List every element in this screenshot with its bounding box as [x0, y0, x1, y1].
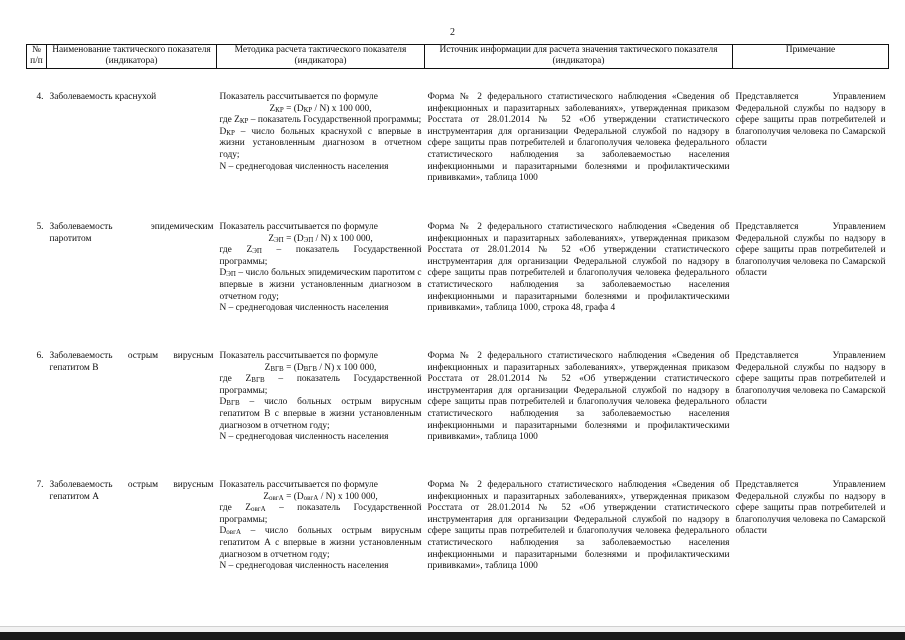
table-header	[27, 45, 889, 69]
header-number: № п/п	[27, 45, 47, 69]
header-note: Примечание	[733, 45, 889, 69]
formula: $Z_{КР} = (D_{КР} / N)$ x 100 000,	[269, 103, 372, 114]
header-indicator-name: Наименование тактического показателя (индикатора)	[47, 45, 217, 69]
indicators-table	[26, 44, 889, 609]
formula-n-definition: N – среднегодовая численность населения	[219, 303, 389, 314]
information-source: Форма № 2 федерального статистического наблюдения «Сведения об инфекционных и паразитарных заболеваниях», утвержденная приказом Росстата от 28.01.2014 № 52 «Об утверждении статистического инструментария для организации Федеральной службой по надзору в сфере защиты прав потребителей и благополучия человека федерального статистического наблюдения за заболеваемостью населения инфекционными и паразитарными болезнями и профилактическими прививками», таблица 1000	[427, 480, 730, 572]
calculation-method	[217, 480, 425, 609]
formula-n-definition: N – среднегодовая численность населения	[219, 161, 389, 172]
indicator-name: Заболеваемость краснухой	[49, 92, 157, 102]
header-method: Методика расчета тактического показателя (индикатора)	[217, 45, 425, 69]
formula-n-definition: N – среднегодовая численность населения	[219, 432, 389, 443]
formula-where: где $Z_{ЭП}$ – показатель Государственной программы;	[219, 245, 422, 267]
table-row	[27, 351, 889, 480]
method-intro: Показатель рассчитывается по формуле	[219, 480, 378, 490]
formula: $Z_{ЭП} = (D_{ЭП} / N)$ x 100 000,	[268, 233, 373, 244]
indicator-name: Заболеваемость острым вирусным гепатитом В	[49, 351, 214, 373]
row-number: 7.	[36, 480, 44, 490]
note: Представляется Управлением Федеральной службы по надзору в сфере защиты прав потребителей и благополучия человека по Самарской области	[735, 92, 886, 149]
calculation-method	[217, 351, 425, 480]
calculation-method	[217, 222, 425, 351]
row-number: 4.	[36, 92, 44, 102]
information-source: Форма № 2 федерального статистического наблюдения «Сведения об инфекционных и паразитарных заболеваниях», утвержденная приказом Росстата от 28.01.2014 № 52 «Об утверждении статистического инструментария для организации Федеральной службой по надзору в сфере защиты прав потребителей и благополучия человека федерального статистического наблюдения за заболеваемостью населения инфекционными и паразитарными болезнями и профилактическими прививками», таблица 1000	[427, 351, 730, 443]
formula-where: где $Z_{ВГВ}$ – показатель Государственной программы;	[219, 374, 422, 396]
page-number: 2	[450, 27, 455, 38]
indicator-name: Заболеваемость эпидемическим паротитом	[49, 222, 214, 244]
table-row	[27, 69, 889, 223]
scan-bottom-border	[0, 632, 905, 640]
formula-n-definition: N – среднегодовая численность населения	[219, 561, 389, 572]
row-number: 6.	[36, 351, 44, 361]
method-intro: Показатель рассчитывается по формуле	[219, 222, 378, 232]
formula-d-definition: $D_{ЭП}$ – число больных эпидемическим паротитом с впервые в жизни установленным диагнозом в отчетном году;	[219, 268, 422, 302]
information-source: Форма № 2 федерального статистического наблюдения «Сведения об инфекционных и паразитарных заболеваниях», утвержденная приказом Росстата от 28.01.2014 № 52 «Об утверждении статистического инструментария для организации Федеральной службой по надзору в сфере защиты прав потребителей и благополучия человека федерального статистического наблюдения за заболеваемостью населения инфекционными и паразитарными болезнями и профилактическими прививками», таблица 1000	[427, 92, 730, 184]
formula-d-definition: $D_{КР}$ – число больных краснухой с впервые в жизни установленным диагнозом в отчетном году;	[219, 126, 422, 160]
note: Представляется Управлением Федеральной службы по надзору в сфере защиты прав потребителей и благополучия человека по Самарской области	[735, 351, 886, 408]
formula: $Z_{ВГВ} = (D_{ВГВ} / N)$ x 100 000,	[264, 362, 377, 373]
table-row	[27, 222, 889, 351]
method-intro: Показатель рассчитывается по формуле	[219, 351, 378, 361]
header-source: Источник информации для расчета значения тактического показателя (индикатора)	[425, 45, 733, 69]
information-source: Форма № 2 федерального статистического наблюдения «Сведения об инфекционных и паразитарных заболеваниях», утвержденная приказом Росстата от 28.01.2014 № 52 «Об утверждении статистического инструментария для организации Федеральной службой по надзору в сфере защиты прав потребителей и благополучия человека федерального статистического наблюдения за заболеваемостью населения инфекционными и паразитарными болезнями и профилактическими прививками», таблица 1000, строка 48, графа 4	[427, 222, 730, 314]
formula-d-definition: $D_{ВГВ}$ – число больных острым вирусным гепатитом В с впервые в жизни установленным диагнозом в отчетном году;	[219, 397, 422, 431]
table-row	[27, 480, 889, 609]
formula-where: где $Z_{КР}$ – показатель Государственной программы;	[219, 115, 422, 126]
formula: $Z_{овгА} = (D_{овгА} / N)$ x 100 000,	[263, 491, 378, 502]
indicator-name: Заболеваемость острым вирусным гепатитом А	[49, 480, 214, 502]
note: Представляется Управлением Федеральной службы по надзору в сфере защиты прав потребителей и благополучия человека по Самарской области	[735, 480, 886, 537]
calculation-method	[217, 69, 425, 223]
note: Представляется Управлением Федеральной службы по надзору в сфере защиты прав потребителей и благополучия человека по Самарской области	[735, 222, 886, 279]
formula-where: где $Z_{овгА}$ – показатель Государственной программы;	[219, 503, 422, 525]
formula-d-definition: $D_{овгА}$ – число больных острым вирусным гепатитом А с впервые в жизни установленным диагнозом в отчетном году;	[219, 526, 422, 560]
row-number: 5.	[36, 222, 44, 232]
method-intro: Показатель рассчитывается по формуле	[219, 92, 378, 102]
